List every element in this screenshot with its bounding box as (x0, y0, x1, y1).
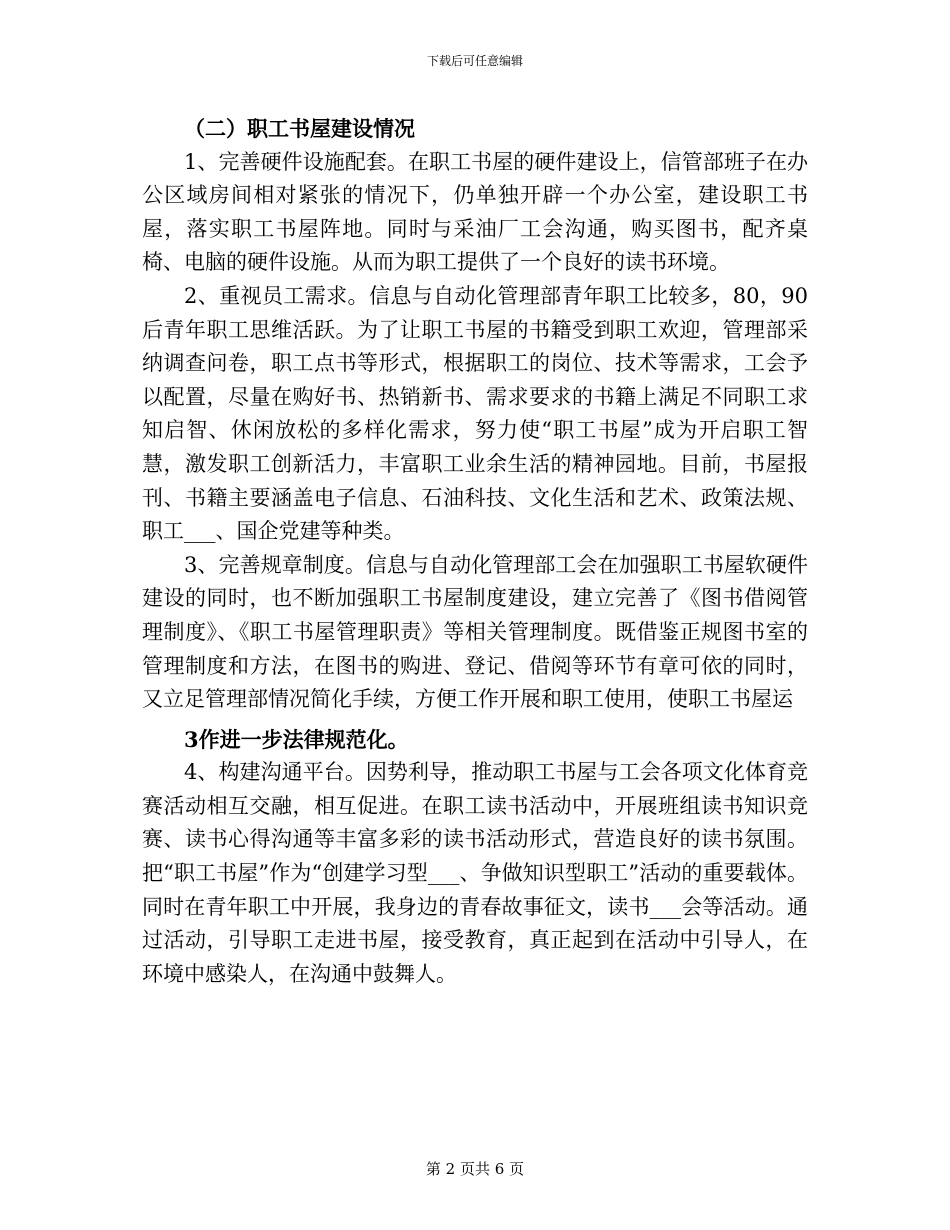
page-footer: 第 2 页共 6 页 (425, 1160, 525, 1178)
paragraph-hardware: 1、完善硬件设施配套。在职工书屋的硬件建设上，信管部班子在办公区域房间相对紧张的情况下，仍单独开辟一个办公室，建设职工书屋，落实职工书屋阵地。同时与采油厂工会沟通，购买图书，配齐桌椅、电脑的硬件设施。从而为职工提供了一个良好的读书环境。 (142, 149, 808, 275)
paragraph-needs: 2、重视员工需求。信息与自动化管理部青年职工比较多，80，90后青年职工思维活跃。为了让职工书屋的书籍受到职工欢迎，管理部采纳调查问卷，职工点书等形式，根据职工的岗位、技术等需求，工会予以配置，尽量在购好书、热销新书、需求要求的书籍上满足不同职工求知启智、休闲放松的多样化需求，努力使“职工书屋”成为开启职工智慧，激发职工创新活力，丰富职工业余生活的精神园地。目前，书屋报刊、书籍主要涵盖电子信息、石油科技、文化生活和艺术、政策法规、职工___、国企党建等种类。 (142, 283, 808, 544)
page-header: 下载后可任意编辑 (426, 54, 523, 68)
paragraph-rules: 3、完善规章制度。信息与自动化管理部工会在加强职工书屋软硬件建设的同时，也不断加强职工书屋制度建设，建立完善了《图书借阅管理制度》、《职工书屋管理职责》等相关管理制度。既借鉴正规图书室的管理制度和方法，在图书的购进、登记、借阅等环节有章可依的同时，又立足管理部情况简化手续，方便工作开展和职工使用，使职工书屋运 (142, 552, 808, 712)
paragraph-communication: 4、构建沟通平台。因势利导，推动职工书屋与工会各项文化体育竞赛活动相互交融，相互促进。在职工读书活动中，开展班组读书知识竞赛、读书心得沟通等丰富多彩的读书活动形式，营造良好的读书氛围。把“职工书屋”作为“创建学习型___、争做知识型职工”活动的重要载体。同时在青年职工中开展，我身边的青春故事征文，读书___会等活动。通过活动，引导职工走进书屋，接受教育，真正起到在活动中引导人，在环境中感染人，在沟通中鼓舞人。 (142, 760, 808, 986)
section-title: （二）职工书屋建设情况 (184, 116, 415, 141)
document-body (142, 112, 808, 991)
paragraph-rules-continued: 3作进一步法律规范化。 (184, 726, 409, 752)
